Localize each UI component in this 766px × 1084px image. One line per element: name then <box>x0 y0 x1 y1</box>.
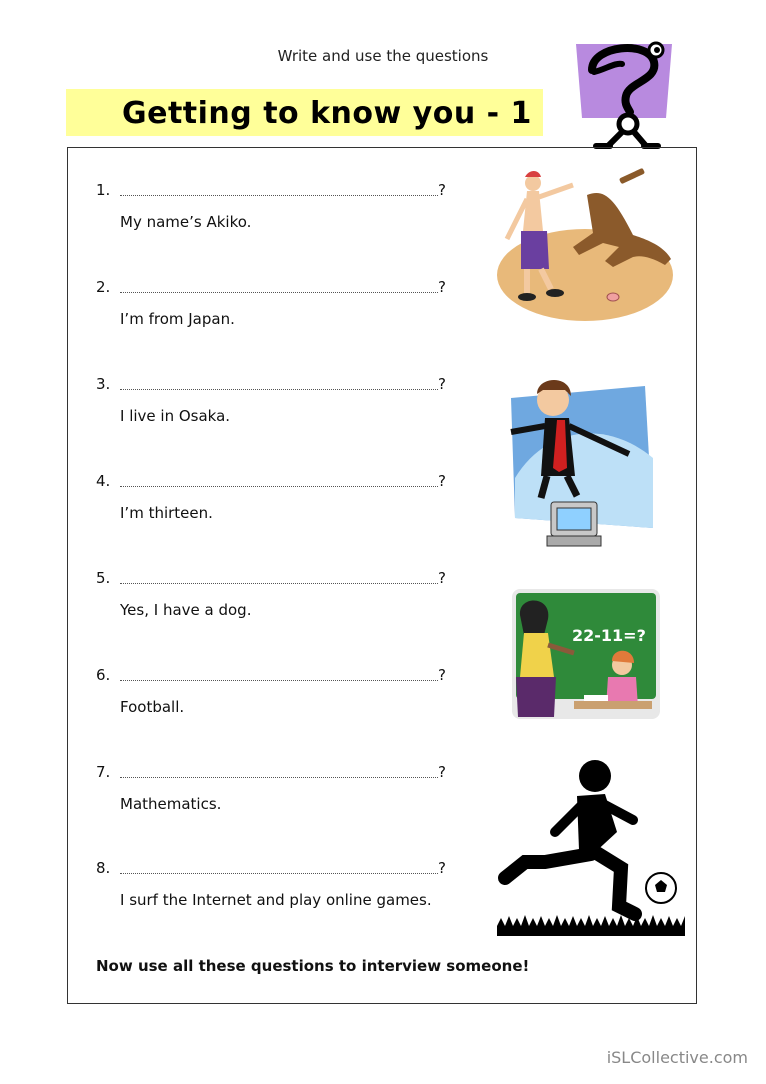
question-number: 8. <box>96 859 111 877</box>
question-number: 7. <box>96 763 111 781</box>
question-mark: ? <box>438 278 446 296</box>
answer-text: Yes, I have a dog. <box>120 601 252 619</box>
question-mark: ? <box>438 763 446 781</box>
answer-text: I surf the Internet and play online games. <box>120 891 432 909</box>
answer-text: I live in Osaka. <box>120 407 231 425</box>
question-item <box>96 666 456 716</box>
question-item <box>96 569 456 619</box>
question-number: 1. <box>96 181 111 199</box>
question-mark: ? <box>438 859 446 877</box>
football-player-illustration <box>495 758 687 940</box>
question-item <box>96 763 456 813</box>
question-item <box>96 859 456 909</box>
page-title: Getting to know you - 1 <box>122 96 532 131</box>
question-item <box>96 375 456 425</box>
internet-surfer-illustration <box>505 368 660 553</box>
answer-blank-line[interactable] <box>120 777 438 778</box>
answer-blank-line[interactable] <box>120 195 438 196</box>
answer-text: I’m thirteen. <box>120 504 213 522</box>
answer-blank-line[interactable] <box>120 583 438 584</box>
question-item <box>96 278 456 328</box>
instruction-text: Write and use the questions <box>277 47 489 65</box>
beach-dog-illustration <box>493 165 673 325</box>
answer-blank-line[interactable] <box>120 873 438 874</box>
answer-blank-line[interactable] <box>120 292 438 293</box>
chalkboard-equation: 22-11=? <box>572 626 646 645</box>
question-mark: ? <box>438 666 446 684</box>
math-class-illustration <box>512 589 662 721</box>
answer-text: My name’s Akiko. <box>120 213 252 231</box>
final-instruction: Now use all these questions to interview someone! <box>96 957 530 975</box>
answer-text: I’m from Japan. <box>120 310 235 328</box>
question-number: 6. <box>96 666 111 684</box>
question-number: 3. <box>96 375 111 393</box>
question-item <box>96 181 456 231</box>
answer-blank-line[interactable] <box>120 486 438 487</box>
answer-blank-line[interactable] <box>120 389 438 390</box>
question-mark: ? <box>438 472 446 490</box>
answer-blank-line[interactable] <box>120 680 438 681</box>
question-number: 2. <box>96 278 111 296</box>
question-mark-icon <box>574 40 674 150</box>
answer-text: Football. <box>120 698 185 716</box>
question-number: 4. <box>96 472 111 490</box>
brand-watermark: iSLCollective.com <box>606 1048 748 1067</box>
question-mark: ? <box>438 375 446 393</box>
question-number: 5. <box>96 569 111 587</box>
question-item <box>96 472 456 522</box>
question-mark: ? <box>438 181 446 199</box>
answer-text: Mathematics. <box>120 795 222 813</box>
question-mark: ? <box>438 569 446 587</box>
